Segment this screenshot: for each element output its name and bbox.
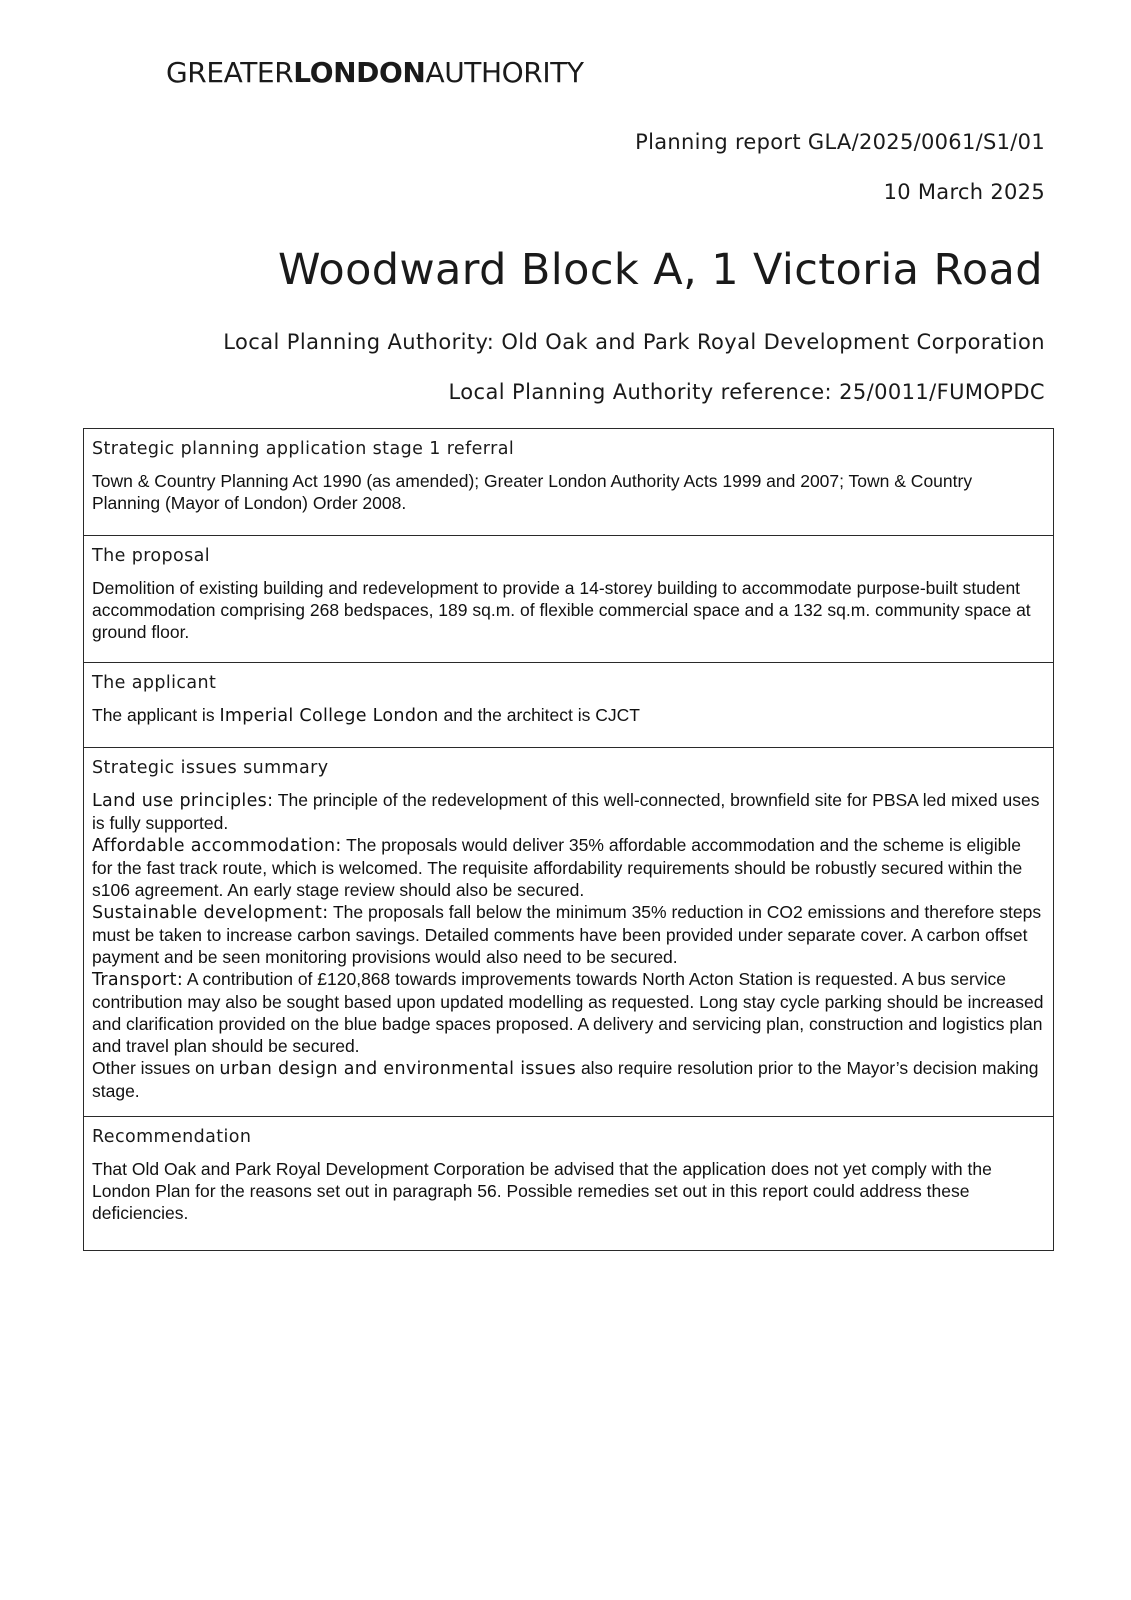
issue-affordable bbox=[92, 834, 1045, 901]
section-applicant bbox=[84, 663, 1053, 748]
issue-text: The principle of the redevelopment of this well-connected, brownfield site for PBSA led mixed uses is fully supported. bbox=[92, 790, 1040, 833]
report-reference: Planning report GLA/2025/0061/S1/01 bbox=[635, 130, 1045, 154]
other-label: urban design and environmental issues bbox=[219, 1059, 577, 1079]
issue-transport bbox=[92, 968, 1045, 1057]
summary-panel bbox=[83, 428, 1054, 1251]
section-body bbox=[92, 789, 1045, 1102]
lpa-reference: Local Planning Authority reference: 25/0011/FUMOPDC bbox=[448, 380, 1045, 404]
section-title: The proposal bbox=[92, 546, 211, 566]
local-planning-authority: Local Planning Authority: Old Oak and Park Royal Development Corporation bbox=[223, 330, 1045, 354]
issue-text: The proposals fall below the minimum 35% reduction in CO2 emissions and therefore steps must be taken to increase carbon savings. Detailed comments have been provided under separate cover. A carbon offset payment and be seen monitoring provisions would also need to be secured. bbox=[92, 902, 1042, 967]
other-prefix: Other issues on bbox=[92, 1058, 220, 1078]
issue-text: A contribution of £120,868 towards improvements towards North Acton Station is requested. A bus service contribution may also be sought based upon updated modelling as requested. Long stay cycle parking should be increased and clarification provided on the blue badge spaces proposed. A delivery and servicing plan, construction and logistics plan and travel plan should be secured. bbox=[92, 969, 1044, 1056]
issue-label: Sustainable development: bbox=[92, 903, 329, 923]
logo-authority: AUTHORITY bbox=[425, 56, 584, 89]
applicant-suffix: and the architect is CJCT bbox=[438, 705, 640, 725]
logo-london: LONDON bbox=[293, 56, 426, 89]
section-title: The applicant bbox=[92, 673, 217, 693]
section-title: Strategic issues summary bbox=[92, 758, 329, 778]
section-body: Town & Country Planning Act 1990 (as amended); Greater London Authority Acts 1999 and 2007; Town & Country Planning (Mayor of London) Order 2008. bbox=[92, 471, 973, 513]
report-date: 10 March 2025 bbox=[883, 180, 1045, 204]
applicant-prefix: The applicant is bbox=[92, 705, 220, 725]
issue-text: The proposals would deliver 35% affordable accommodation and the scheme is eligible for the fast track route, which is welcomed. The requisite affordability requirements should be robustly secured within the s106 agreement. An early stage review should also be secured. bbox=[92, 835, 1023, 900]
issue-sustainable bbox=[92, 901, 1045, 968]
issue-label: Affordable accommodation: bbox=[92, 836, 342, 856]
section-body: That Old Oak and Park Royal Development Corporation be advised that the application does not yet comply with the London Plan for the reasons set out in paragraph 56. Possible remedies set out in this report could address these deficiencies. bbox=[92, 1159, 992, 1223]
page-title: Woodward Block A, 1 Victoria Road bbox=[277, 245, 1043, 295]
section-proposal bbox=[84, 536, 1053, 663]
issue-label: Land use principles: bbox=[92, 791, 274, 811]
issue-land-use bbox=[92, 789, 1045, 834]
section-recommendation bbox=[84, 1117, 1053, 1250]
section-title: Recommendation bbox=[92, 1127, 252, 1147]
issue-label: Transport: bbox=[92, 970, 184, 990]
section-title: Strategic planning application stage 1 referral bbox=[92, 439, 515, 459]
gla-logo bbox=[166, 56, 584, 89]
other-suffix: also require resolution prior to the Mayor’s decision making stage. bbox=[92, 1058, 1039, 1101]
logo-greater: GREATER bbox=[166, 56, 294, 89]
section-strategic-issues bbox=[84, 748, 1053, 1117]
section-referral bbox=[84, 429, 1053, 536]
issue-other bbox=[92, 1057, 1045, 1102]
section-body bbox=[92, 704, 1045, 727]
applicant-name: Imperial College London bbox=[219, 706, 439, 726]
section-body: Demolition of existing building and redevelopment to provide a 14-storey building to accommodate purpose-built student accommodation comprising 268 bedspaces, 189 sq.m. of flexible commercial space and a 132 sq.m. community space at ground floor. bbox=[92, 578, 1031, 642]
